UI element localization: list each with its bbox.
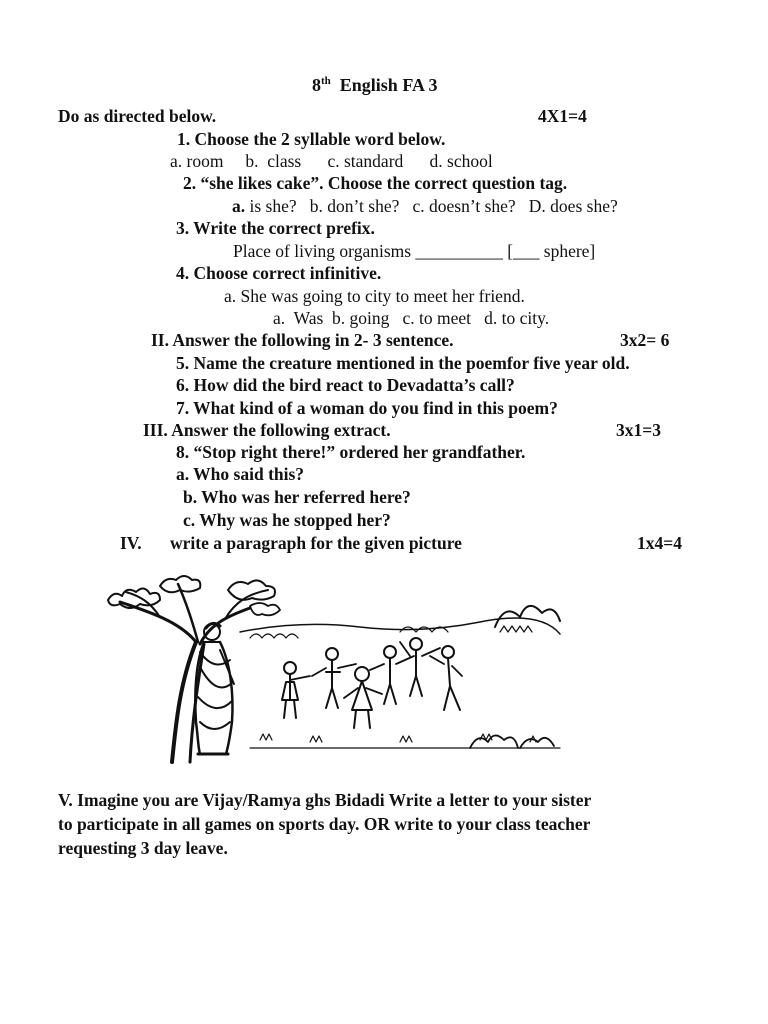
q4-text: 4. Choose correct infinitive. (176, 263, 382, 283)
q3-text: 3. Write the correct prefix. (176, 218, 375, 238)
children-playing-illustration (100, 572, 570, 772)
section1-instruction: Do as directed below. (58, 106, 217, 126)
section4-marks: 1x4=4 (637, 533, 682, 553)
subject-title: English FA 3 (339, 75, 438, 95)
q2-text: 2. “she likes cake”. Choose the correct question tag. (183, 173, 568, 193)
q1-text: 1. Choose the 2 syllable word below. (177, 129, 446, 149)
q3-line: Place of living organisms __________ [___ sphere] (233, 241, 596, 261)
q6-text: 6. How did the bird react to Devadatta’s call? (176, 375, 515, 395)
section2-heading: II. Answer the following in 2- 3 sentence. (151, 330, 454, 350)
q2-options (232, 195, 618, 217)
grade-number: 8 (312, 75, 321, 95)
q8-text: 8. “Stop right there!” ordered her grandfather. (176, 442, 526, 462)
section5-line3: requesting 3 day leave. (58, 838, 228, 858)
q8-sub-b: b. Who was her referred here? (183, 487, 411, 507)
q8-sub-c: c. Why was he stopped her? (183, 510, 391, 530)
q4-options: a. Was b. going c. to meet d. to city. (273, 308, 550, 328)
q2-options-rest: is she? b. don’t she? c. doesn’t she? D. does she? (245, 196, 618, 216)
q7-text: 7. What kind of a woman do you find in this poem? (176, 398, 558, 418)
q2-option-a-letter: a. (232, 196, 246, 216)
section4-text: write a paragraph for the given picture (170, 533, 462, 553)
q5-text: 5. Name the creature mentioned in the poemfor five year old. (176, 353, 630, 373)
section3-heading: III. Answer the following extract. (143, 420, 391, 440)
section5-line1: V. Imagine you are Vijay/Ramya ghs Bidadi Write a letter to your sister (58, 790, 592, 810)
q4-sentence: a. She was going to city to meet her friend. (224, 286, 525, 306)
section1-marks: 4X1=4 (538, 106, 587, 126)
section4-numeral: IV. (120, 533, 142, 553)
q8-sub-a: a. Who said this? (176, 464, 305, 484)
grade-superscript: th (321, 75, 331, 87)
q1-options: a. room b. class c. standard d. school (170, 151, 493, 171)
page-title (312, 74, 437, 96)
section5-line2: to participate in all games on sports day. OR write to your class teacher (58, 814, 591, 834)
section3-marks: 3x1=3 (616, 420, 661, 440)
section2-marks: 3x2= 6 (620, 330, 670, 350)
